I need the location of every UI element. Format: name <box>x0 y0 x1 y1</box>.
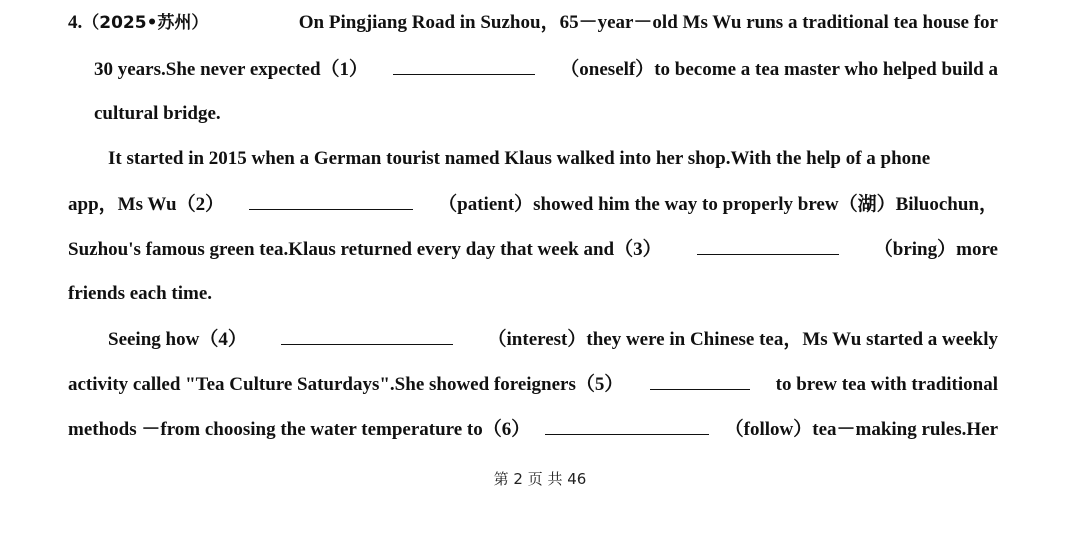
line-text: Suzhou's famous green tea.Klaus returned every day that week and（3） <box>68 239 662 260</box>
line-text: friends each time. <box>68 283 213 304</box>
line-text: activity called "Tea Culture Saturdays".She showed foreigners（5） <box>68 374 624 395</box>
line-text: app，Ms Wu（2） <box>68 194 225 215</box>
question-line-9 <box>68 371 998 398</box>
line-text: to brew tea with traditional <box>775 374 998 395</box>
line-text: On Pingjiang Road in Suzhou，65－year－old Ms Wu runs a traditional tea house for <box>298 12 998 33</box>
answer-blank-3[interactable] <box>697 236 839 255</box>
question-source: （2025•苏州） <box>82 13 209 33</box>
line-text: cultural bridge. <box>94 103 221 124</box>
question-line-1 <box>68 10 998 36</box>
line-text: methods －from choosing the water temperature to（6） <box>68 419 531 440</box>
answer-blank-1[interactable] <box>393 56 535 75</box>
line-text: （oneself）to become a tea master who helped build a <box>560 59 998 80</box>
page-footer: 第 2 页 共 46 <box>493 470 587 488</box>
line-text: （bring）more <box>873 239 998 260</box>
question-line-3 <box>94 101 998 127</box>
question-line-2 <box>94 56 998 83</box>
question-line-10 <box>68 416 998 443</box>
question-line-4 <box>108 146 998 172</box>
line-text: （patient）showed him the way to properly brew（湖）Biluochun， <box>438 194 998 215</box>
answer-blank-2[interactable] <box>249 191 413 210</box>
question-line-5 <box>68 191 998 218</box>
question-line-6 <box>68 236 998 263</box>
answer-blank-5[interactable] <box>650 371 750 390</box>
line-text: 30 years.She never expected（1） <box>94 59 369 80</box>
question-number: 4. <box>68 12 83 33</box>
answer-blank-6[interactable] <box>545 416 709 435</box>
line-text: （interest）they were in Chinese tea，Ms Wu started a weekly <box>487 329 998 350</box>
answer-blank-4[interactable] <box>281 326 453 345</box>
question-line-7 <box>68 281 998 307</box>
line-text: Seeing how（4） <box>108 329 247 350</box>
line-text: （follow）tea－making rules.Her <box>724 419 998 440</box>
line-text: It started in 2015 when a German tourist named Klaus walked into her shop.With the help of a phone <box>108 148 931 169</box>
question-line-8 <box>108 326 998 353</box>
